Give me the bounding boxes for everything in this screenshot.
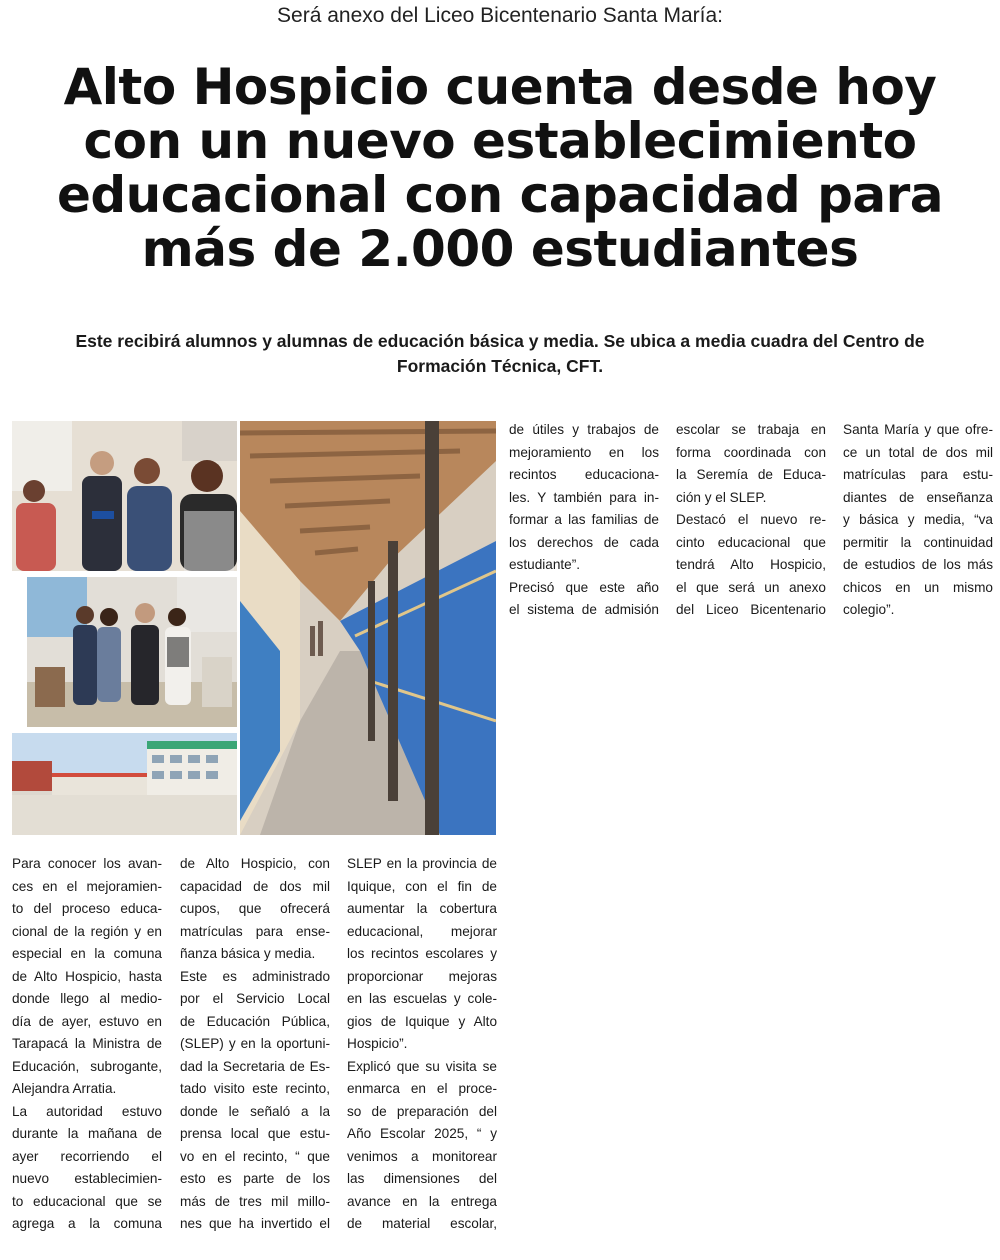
text-line: Educación, subrogante, xyxy=(12,1058,162,1074)
headline-line: educacional con capacidad para xyxy=(56,166,944,224)
building-illustration xyxy=(12,733,237,835)
text-line: recintos educaciona- xyxy=(509,467,659,482)
text-line: y básica y media, “va xyxy=(843,512,993,527)
text-line: formar a las familias de xyxy=(509,512,659,527)
text-line: las dimensiones del xyxy=(347,1171,497,1186)
text-line: donde le señaló a la xyxy=(180,1103,330,1119)
text-line: más de tres mil millo- xyxy=(180,1193,330,1209)
text-line: cional de la región y en xyxy=(12,923,162,939)
photo-building xyxy=(12,733,237,835)
text-line: colegio”. xyxy=(843,602,895,617)
text-line: ción y el SLEP. xyxy=(676,489,767,505)
headline-line: Alto Hospicio cuenta desde hoy xyxy=(63,58,937,116)
text-line: ñanza básica y media. xyxy=(180,946,316,961)
text-line: esto es parte de los xyxy=(180,1171,330,1186)
text-line: de Alto Hospicio, hasta xyxy=(12,968,162,984)
headline xyxy=(10,60,990,276)
text-line: tado visito este recinto, xyxy=(180,1081,330,1096)
text-line: gios de Iquique y Alto xyxy=(347,1013,497,1029)
text-line: Explicó que su visita se xyxy=(347,1058,497,1074)
text-line: enmarca en el proce- xyxy=(347,1081,497,1096)
text-line: agrega a la comuna xyxy=(12,1216,162,1231)
text-line: tendrá Alto Hospicio, xyxy=(676,557,826,572)
text-line: les. Y también para in- xyxy=(509,489,659,505)
text-line: matrículas para estu- xyxy=(843,467,993,482)
text-line: forma coordinada con xyxy=(676,444,826,460)
text-line: el que será un anexo xyxy=(676,579,826,595)
text-line: mejoramiento en los xyxy=(509,444,659,460)
text-line: vo en el recinto, “ que xyxy=(180,1148,330,1164)
text-line: educacional, mejorar xyxy=(347,923,497,939)
collage-divider xyxy=(237,421,240,835)
text-line: avance en la entrega xyxy=(347,1193,497,1209)
text-line: el sistema de admisión xyxy=(509,602,659,617)
text-line: ayer recorriendo el xyxy=(12,1148,162,1164)
text-line: capacidad de dos mil xyxy=(180,878,330,894)
headline-line: con un nuevo establecimiento xyxy=(83,112,917,170)
text-line: nes que ha invertido el xyxy=(180,1216,330,1231)
text-line: Año Escolar 2025, “ y xyxy=(347,1126,497,1141)
text-line: de estudios de los más xyxy=(843,557,993,572)
text-line: proporcionar mejoras xyxy=(347,968,497,984)
text-line: los recintos escolares y xyxy=(347,946,497,961)
text-line: matrículas para ense- xyxy=(180,923,330,939)
text-line: dad la Secretaria de Es- xyxy=(180,1058,330,1074)
text-line: escolar se trabaja en xyxy=(676,422,826,437)
text-line: cinto educacional que xyxy=(676,534,826,550)
text-line: Para conocer los avan- xyxy=(12,856,162,871)
corridor-illustration xyxy=(240,421,496,835)
text-line: estudiante”. xyxy=(509,557,581,572)
text-line: prensa local que estu- xyxy=(180,1126,330,1141)
text-line: de Educación Pública, xyxy=(180,1013,330,1029)
text-line: de útiles y trabajos de xyxy=(509,422,659,437)
text-line: cupos, que ofrecerá xyxy=(180,901,330,916)
text-line: so de preparación del xyxy=(347,1103,497,1119)
text-line: donde llego al medio- xyxy=(12,991,162,1006)
text-line: to del proceso educa- xyxy=(12,901,162,916)
text-line: Santa María y que ofre- xyxy=(843,422,993,437)
text-line: Precisó que este año xyxy=(509,579,659,595)
deck-line: Formación Técnica, CFT. xyxy=(396,356,604,376)
text-line: nuevo establecimien- xyxy=(12,1171,162,1186)
kicker: Será anexo del Liceo Bicentenario Santa María: xyxy=(277,4,723,27)
text-line: Alejandra Arratia. xyxy=(12,1081,117,1096)
text-line: to educacional que se xyxy=(12,1193,162,1209)
text-line: venimos a monitorear xyxy=(347,1148,497,1164)
article-column-bottom-1 xyxy=(12,853,162,1236)
text-line: chicos en un mismo xyxy=(843,579,993,595)
text-line: del Liceo Bicentenario xyxy=(676,602,826,617)
text-line: día de ayer, estuvo en xyxy=(12,1013,162,1029)
text-line: La autoridad estuvo xyxy=(12,1103,162,1119)
article-column-bottom-3 xyxy=(347,853,497,1236)
article-column-top-1 xyxy=(509,419,659,622)
text-line: Destacó el nuevo re- xyxy=(676,512,826,527)
text-line: aumentar la cobertura xyxy=(347,901,497,916)
text-line: Iquique, con el fin de xyxy=(347,878,497,894)
photo-walking-group xyxy=(27,577,237,727)
text-line: SLEP en la provincia de xyxy=(347,856,497,871)
walking-group-illustration xyxy=(27,577,237,727)
text-line: de Alto Hospicio, con xyxy=(180,856,330,871)
photo-interview xyxy=(12,421,237,571)
text-line: durante la mañana de xyxy=(12,1126,162,1141)
article-column-top-2 xyxy=(676,419,826,622)
text-line: ce un total de dos mil xyxy=(843,444,993,460)
deck xyxy=(20,329,980,379)
text-line: (SLEP) y en la oportuni- xyxy=(180,1036,330,1051)
photo-corridor xyxy=(240,421,496,835)
text-line: Este es administrado xyxy=(180,968,330,984)
deck-line: Este recibirá alumnos y alumnas de educación básica y media. Se ubica a media cuadra del Centro de xyxy=(75,331,925,351)
text-line: Hospicio”. xyxy=(347,1036,408,1051)
article-column-top-3 xyxy=(843,419,993,622)
text-line: por el Servicio Local xyxy=(180,991,330,1006)
text-line: en las escuelas y cole- xyxy=(347,991,497,1006)
text-line: ces en el mejoramien- xyxy=(12,878,162,894)
text-line: diantes de enseñanza xyxy=(843,489,993,505)
headline-line: más de 2.000 estudiantes xyxy=(141,220,859,278)
text-line: especial en la comuna xyxy=(12,946,162,961)
text-line: la Seremía de Educa- xyxy=(676,467,826,482)
text-line: los derechos de cada xyxy=(509,534,659,550)
interview-illustration xyxy=(12,421,237,571)
text-line: de material escolar, xyxy=(347,1216,497,1231)
text-line: permitir la continuidad xyxy=(843,534,993,550)
text-line: Tarapacá la Ministra de xyxy=(12,1036,162,1051)
article-column-bottom-2 xyxy=(180,853,330,1236)
